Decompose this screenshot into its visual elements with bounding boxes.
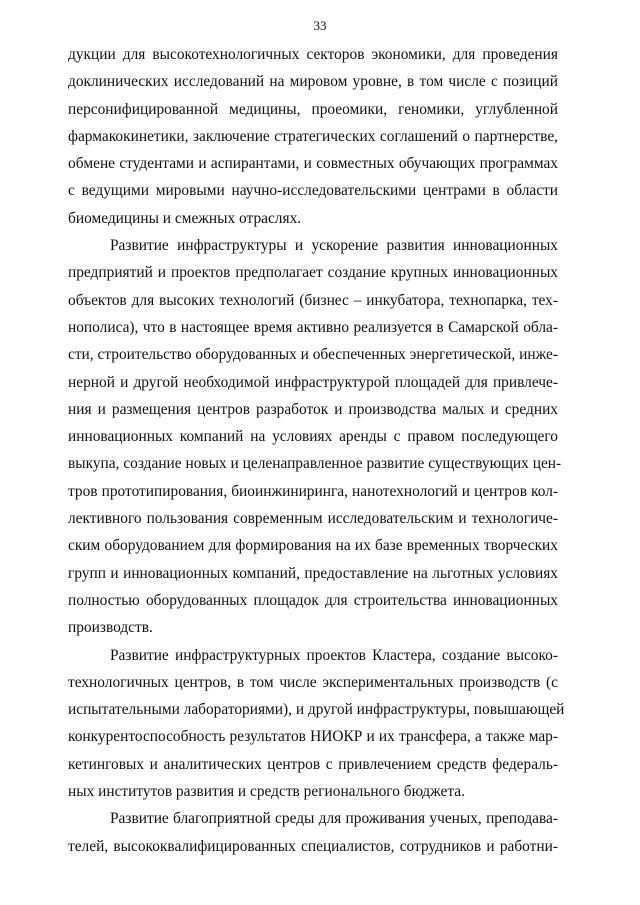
text-line: производств.: [68, 619, 153, 637]
paragraph: [68, 41, 558, 232]
text-line: ским оборудованием для формирования на их базе временных творческих: [68, 537, 558, 555]
text-line: фармакокинетики, заключение стратегических соглашений о партнерстве,: [68, 127, 558, 145]
text-line: с ведущими мировыми научно-исследовательскими центрами в области: [68, 182, 558, 200]
text-line: сти, строительство оборудованных и обеспеченных энергетической, инже-: [68, 346, 558, 364]
text-line: обмене студентами и аспирантами, и совместных обучающих программах: [68, 155, 558, 173]
text-line: нополиса), что в настоящее время активно реализуется в Самарской обла-: [68, 318, 558, 336]
page-number: 33: [313, 18, 327, 33]
text-line: телей, высококвалифицированных специалистов, сотрудников и работни-: [68, 837, 558, 855]
text-line: объектов для высоких технологий (бизнес – инкубатора, технопарка, тех-: [68, 291, 558, 309]
text-line: технологичных центров, в том числе экспериментальных производств (с: [68, 673, 558, 691]
text-line: полностью оборудованных площадок для строительства инновационных: [68, 591, 558, 609]
text-line: Развитие инфраструктуры и ускорение развития инновационных: [110, 237, 558, 255]
text-line: ния и размещения центров разработок и производства малых и средних: [68, 400, 558, 418]
text-line: конкурентоспособность результатов НИОКР и их трансфера, а также мар-: [68, 728, 558, 746]
paragraph: [68, 805, 558, 860]
text-line: испытательными лабораториями), и другой инфраструктуры, повышающей: [68, 701, 565, 719]
text-line: предприятий и проектов предполагает создание крупных инновационных: [68, 264, 558, 282]
document-body: [68, 41, 565, 860]
text-line: дукции для высокотехнологичных секторов экономики, для проведения: [68, 46, 558, 63]
text-line: Развитие инфраструктурных проектов Кластера, создание высоко-: [110, 646, 558, 664]
text-line: выкупа, создание новых и целенаправленное развитие существующих цен-: [68, 455, 562, 473]
text-line: групп и инновационных компаний, предоставление на льготных условиях: [68, 564, 558, 582]
text-line: биомедицины и смежных отраслях.: [68, 209, 302, 227]
text-line: нерной и другой необходимой инфраструктурой площадей для привлече-: [68, 373, 558, 391]
paragraph: [68, 642, 565, 806]
paragraph: [68, 232, 562, 641]
text-line: ных институтов развития и средств регионального бюджета.: [68, 783, 465, 801]
text-line: персонифицированной медицины, проеомики, геномики, углубленной: [68, 100, 558, 118]
text-line: инновационных компаний на условиях аренды с правом последующего: [68, 428, 558, 446]
text-line: Развитие благоприятной среды для проживания ученых, преподава-: [110, 810, 558, 828]
text-line: кетинговых и аналитических центров с привлечением средств федераль-: [68, 755, 558, 773]
text-line: лективного пользования современным исследовательским и технологиче-: [68, 510, 558, 528]
text-line: тров прототипирования, биоинжиниринга, нанотехнологий и центров кол-: [68, 482, 558, 500]
text-line: доклинических исследований на мировом уровне, в том числе с позиций: [68, 73, 558, 91]
